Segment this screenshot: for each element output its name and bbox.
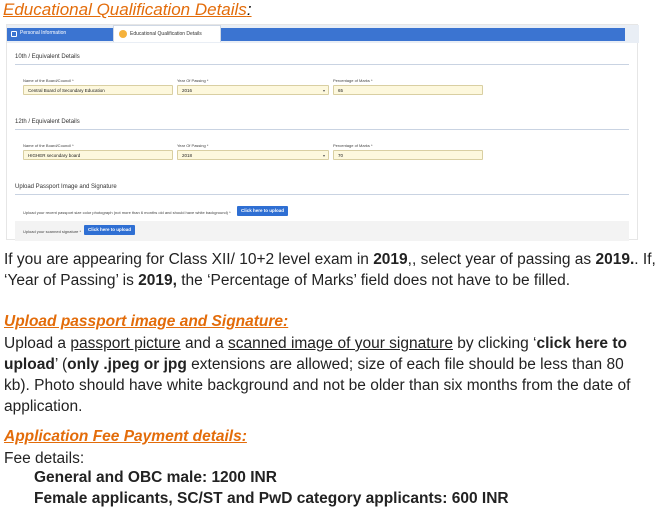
text-run: . If,	[634, 251, 656, 268]
upload-line-3: kb). Photo should have white background and not be older than six months from the date of	[4, 377, 631, 394]
tab-label: Educational Qualification Details	[130, 31, 202, 37]
twelfth-year-select[interactable]	[177, 150, 329, 160]
page-heading-text: Educational Qualification Details	[3, 0, 247, 19]
fee-heading: Application Fee Payment details:	[4, 428, 247, 445]
text-run-bold: only .jpeg or jpg	[67, 356, 187, 373]
tenth-board-label: Name of the Board/Council *	[23, 78, 74, 83]
chevron-down-icon: ▾	[322, 153, 325, 158]
chevron-down-icon: ▾	[322, 88, 325, 93]
fee-intro: Fee details:	[4, 450, 85, 467]
upload-heading: Upload passport image and Signature:	[4, 313, 289, 330]
tenth-board-input[interactable]: Central Board of Secondary Education	[23, 85, 173, 95]
tenth-marks-input[interactable]: 65	[333, 85, 483, 95]
text-run-underline: scanned image of your signature	[228, 335, 453, 352]
text-run: and a	[180, 335, 229, 352]
text-run: ‘Year of Passing’ is	[4, 272, 139, 289]
tab-label: Personal Information	[20, 30, 67, 36]
note-line-2	[4, 271, 570, 291]
text-run: If you are appearing for Class XII/ 10+2 level exam in	[4, 251, 374, 268]
tenth-section-title: 10th / Equivalent Details	[15, 54, 80, 60]
twelfth-marks-label: Percentage of Marks *	[333, 143, 373, 148]
text-run: ’ (	[54, 356, 68, 373]
page-heading	[3, 0, 252, 20]
text-run: extensions are allowed; size of each file should be less than 80	[186, 356, 624, 373]
page-heading-colon: :	[246, 0, 252, 19]
text-run-bold: 2019	[373, 251, 408, 268]
text-run-bold: click here to	[536, 335, 627, 352]
graduation-icon	[119, 30, 127, 38]
twelfth-board-input[interactable]: HIGHER secondary board	[23, 150, 173, 160]
text-run-bold: 2019,	[138, 272, 177, 289]
text-run-bold: 2019.	[595, 251, 635, 268]
twelfth-board-label: Name of the Board/Council *	[23, 143, 74, 148]
photo-upload-label: Upload your recent passport size color photograph (not more than 6 months old and should have white background) *	[23, 210, 231, 215]
upload-line-4: application.	[4, 398, 83, 415]
text-run: the ‘Percentage of Marks’ field does not have to be filled.	[176, 272, 571, 289]
tab-educational-qualification[interactable]	[113, 25, 221, 42]
twelfth-section-title: 12th / Equivalent Details	[15, 119, 80, 125]
twelfth-marks-input[interactable]: 70	[333, 150, 483, 160]
signature-upload-label: Upload your scanned signature *	[23, 229, 82, 234]
text-run: by clicking ‘	[452, 335, 537, 352]
upload-line-1	[4, 334, 627, 354]
tenth-year-select[interactable]	[177, 85, 329, 95]
text-run-bold: upload	[4, 356, 55, 373]
fee-general: General and OBC male: 1200 INR	[34, 469, 277, 486]
divider	[15, 194, 629, 195]
user-icon	[11, 31, 17, 37]
tab-bar	[7, 25, 639, 43]
text-run: Upload a	[4, 335, 71, 352]
fee-reserved: Female applicants, SC/ST and PwD category applicants: 600 INR	[34, 490, 509, 507]
tenth-year-label: Year Of Passing *	[177, 78, 209, 83]
photo-upload-button[interactable]: Click here to upload	[237, 206, 288, 216]
tab-personal-information[interactable]	[7, 28, 625, 41]
text-run: ,, select year of passing as	[407, 251, 596, 268]
tenth-marks-label: Percentage of Marks *	[333, 78, 373, 83]
form-screenshot	[6, 24, 638, 240]
text-run-underline: passport picture	[70, 335, 181, 352]
twelfth-year-label: Year Of Passing *	[177, 143, 209, 148]
twelfth-year-value: 2018	[182, 153, 193, 158]
upload-line-2	[4, 355, 624, 375]
tenth-year-value: 2016	[182, 88, 193, 93]
signature-upload-button[interactable]: Click here to upload	[84, 225, 135, 235]
divider	[15, 64, 629, 65]
divider	[15, 129, 629, 130]
note-line-1	[4, 250, 656, 270]
upload-section-title: Upload Passport Image and Signature	[15, 184, 117, 190]
